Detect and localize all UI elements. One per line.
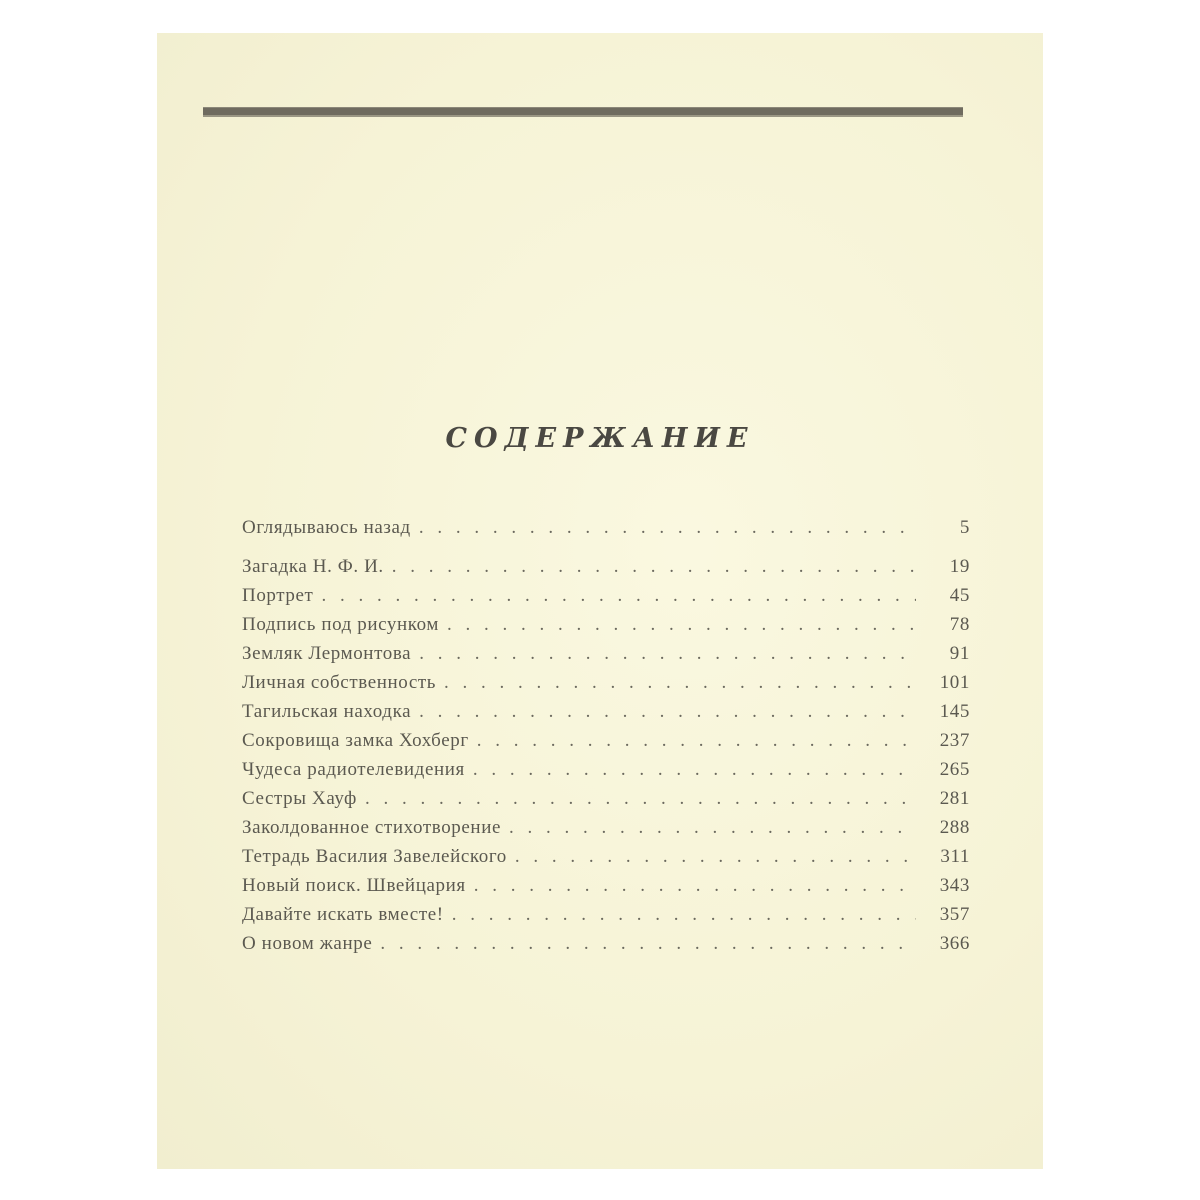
toc-entry-title: Тетрадь Василия Завелейского [242,846,507,867]
toc-entry-title: Земляк Лермонтова [242,643,412,664]
toc-entry [242,697,970,726]
toc-entry [242,842,970,871]
toc-dot-leader [380,929,916,958]
toc-dot-leader [444,668,916,697]
page-title: СОДЕРЖАНИЕ [445,423,755,454]
toc-entry-title: Тагильская находка [242,701,412,722]
toc-entry-page: 5 [959,517,970,538]
toc-entry [242,871,970,900]
header-rule [203,107,963,117]
toc-entry-page: 101 [939,672,970,693]
toc-entry-page: 45 [949,585,970,606]
toc-entry [242,755,970,784]
toc-entry-title: Новый поиск. Швейцария [242,875,466,896]
toc-dot-leader [365,784,916,813]
table-of-contents [242,513,970,958]
toc-entry-page: 91 [949,643,970,664]
toc-dot-leader [321,581,916,610]
toc-entry-title: Сестры Хауф [242,788,357,809]
toc-dot-leader [419,697,916,726]
toc-dot-leader [447,610,916,639]
toc-entry-page: 265 [939,759,970,780]
toc-entry-title: Подпись под рисунком [242,614,440,635]
toc-entry-page: 145 [939,701,970,722]
toc-entry [242,813,970,842]
toc-entry [242,552,970,581]
toc-entry-title: Сокровища замка Хохберг [242,730,469,751]
toc-dot-leader [509,813,916,842]
toc-dot-leader [419,513,916,542]
toc-entry-title: О новом жанре [242,933,373,954]
toc-entry [242,929,970,958]
toc-dot-leader [515,842,916,871]
toc-entry-page: 78 [949,614,970,635]
toc-entry [242,610,970,639]
toc-entry-title: Чудеса радиотелевидения [242,759,465,780]
toc-dot-leader [477,726,916,755]
toc-entry-title: Заколдованное стихотворение [242,817,501,838]
toc-entry-page: 357 [939,904,970,925]
toc-entry [242,581,970,610]
toc-dot-leader [452,900,916,929]
toc-entry-title: Давайте искать вместе! [242,904,444,925]
toc-entry-page: 237 [939,730,970,751]
toc-entry-title: Оглядываюсь назад [242,517,411,538]
toc-entry [242,668,970,697]
toc-entry-page: 281 [939,788,970,809]
toc-entry-page: 19 [949,556,970,577]
toc-dot-leader [474,871,916,900]
toc-entry-page: 366 [939,933,970,954]
toc-entry-title: Загадка Н. Ф. И. [242,556,384,577]
toc-entry [242,639,970,668]
toc-dot-leader [419,639,916,668]
toc-entry-page: 343 [939,875,970,896]
toc-entry [242,900,970,929]
toc-dot-leader [473,755,916,784]
book-page [157,33,1043,1169]
toc-entry [242,513,970,542]
toc-entry-title: Портрет [242,585,314,606]
toc-entry-title: Личная собственность [242,672,437,693]
toc-dot-leader [392,552,916,581]
toc-entry-page: 288 [939,817,970,838]
toc-entry-page: 311 [940,846,970,867]
toc-entry [242,726,970,755]
toc-entry [242,784,970,813]
